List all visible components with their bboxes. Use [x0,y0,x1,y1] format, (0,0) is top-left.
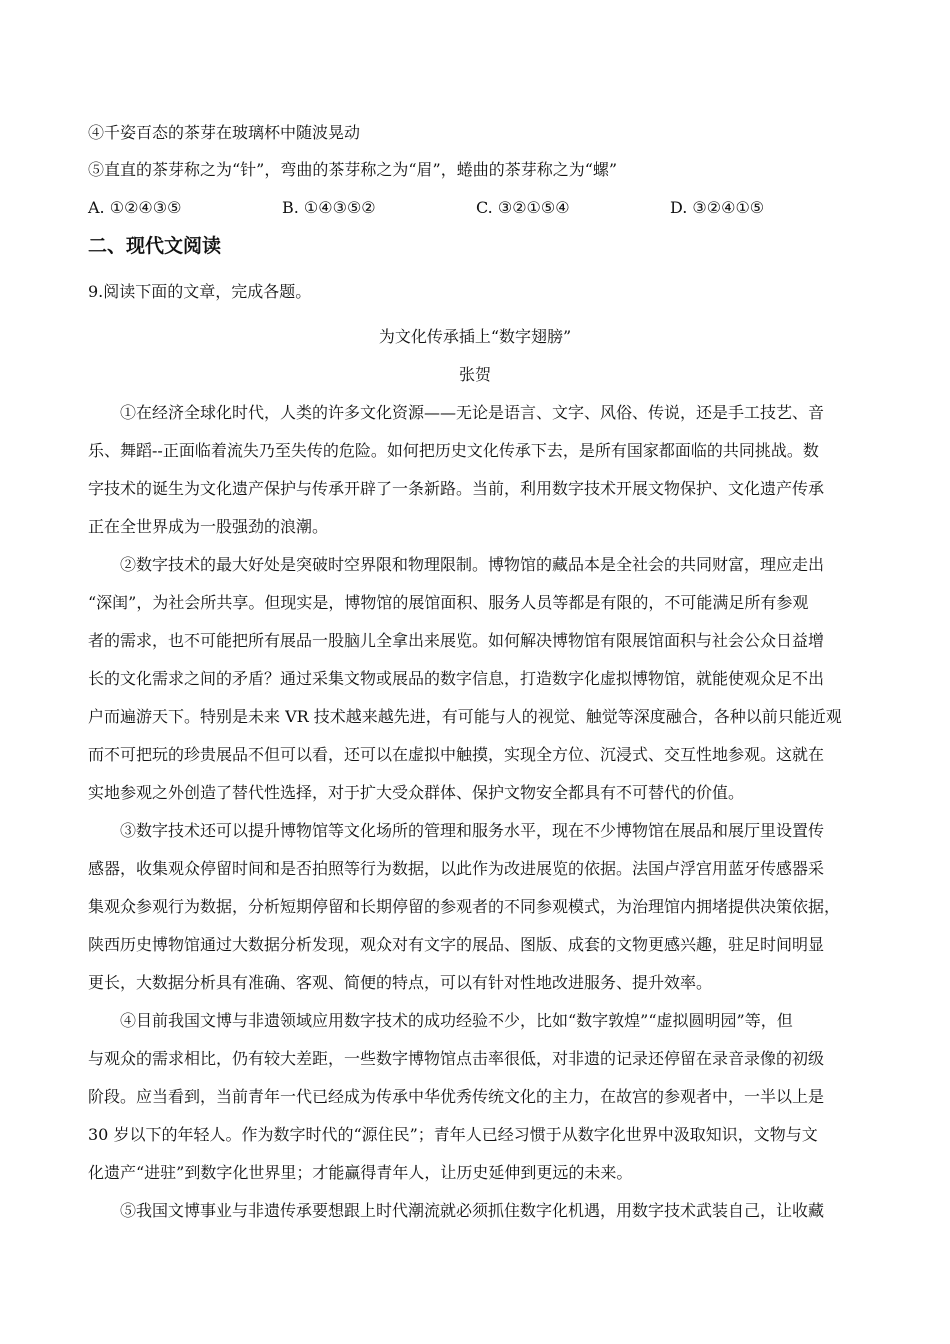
paragraph-line: ⑤我国文博事业与非遗传承要想跟上时代潮流就必须抓住数字化机遇，用数字技术武装自己，让收藏 [120,1201,825,1220]
paragraph-line: 更长，大数据分析具有准确、客观、简便的特点，可以有针对性地改进服务、提升效率。 [88,973,713,992]
paragraph-line: 实地参观之外创造了替代性选择，对于扩大受众群体、保护文物安全都具有不可替代的价值。 [88,783,745,802]
paragraph-line: 感器，收集观众停留时间和是否拍照等行为数据，以此作为改进展览的依据。法国卢浮宫用蓝牙传感器采 [88,859,825,878]
question-9-prompt: 9.阅读下面的文章，完成各题。 [88,282,312,301]
paragraph-line: ④目前我国文博与非遗领域应用数字技术的成功经验不少，比如“数字敦煌”“虚拟圆明园”等，但 [120,1011,793,1030]
paragraph-line: ①在经济全球化时代，人类的许多文化资源——无论是语言、文字、风俗、传说，还是手工技艺、音 [120,403,825,422]
paragraph-line: 30 岁以下的年轻人。作为数字时代的“源住民”；青年人已经习惯于从数字化世界中汲取知识，文物与文 [88,1125,818,1144]
paragraph-line: 户而遍游天下。特别是未来 VR 技术越来越先进，有可能与人的视觉、触觉等深度融合，各种以前只能近观 [88,707,842,726]
paragraph-line: ③数字技术还可以提升博物馆等文化场所的管理和服务水平，现在不少博物馆在展品和展厅里设置传 [120,821,825,840]
question-item-5: ⑤直直的茶芽称之为“针”，弯曲的茶芽称之为“眉”，蜷曲的茶芽称之为“螺” [88,160,618,179]
paragraph-line: 字技术的诞生为文化遗产保护与传承开辟了一条新路。当前，利用数字技术开展文物保护、文化遗产传承 [88,479,825,498]
option-a: A. ①②④③⑤ [88,198,182,217]
paragraph-line: 化遗产“进驻”到数字化世界里；才能赢得青年人，让历史延伸到更远的未来。 [88,1163,633,1182]
paragraph-line: 正在全世界成为一股强劲的浪潮。 [88,517,329,536]
paragraph-line: 乐、舞蹈--正面临着流失乃至失传的危险。如何把历史文化传承下去，是所有国家都面临的共同挑战。数 [88,441,819,460]
option-c: C. ③②①⑤④ [476,198,570,217]
section-title: 二、现代文阅读 [88,235,222,257]
paragraph-line: 长的文化需求之间的矛盾？通过采集文物或展品的数字信息，打造数字化虚拟博物馆，就能使观众足不出 [88,669,825,688]
paragraph-line: 阶段。应当看到，当前青年一代已经成为传承中华优秀传统文化的主力，在故宫的参观者中，一半以上是 [88,1087,825,1106]
paragraph-line: 与观众的需求相比，仍有较大差距，一些数字博物馆点击率很低，对非遗的记录还停留在录音录像的初级 [88,1049,825,1068]
paragraph-line: 而不可把玩的珍贵展品不但可以看，还可以在虚拟中触摸，实现全方位、沉浸式、交互性地参观。这就在 [88,745,825,764]
option-d: D. ③②④①⑤ [670,198,765,217]
article-title: 为文化传承插上“数字翅膀” [378,327,572,346]
option-b: B. ①④③⑤② [282,198,376,217]
paragraph-line: 陕西历史博物馆通过大数据分析发现，观众对有文字的展品、图版、成套的文物更感兴趣，驻足时间明显 [88,935,825,954]
paragraph-line: 者的需求，也不可能把所有展品一股脑儿全拿出来展览。如何解决博物馆有限展馆面积与社会公众日益增 [88,631,825,650]
question-item-4: ④千姿百态的茶芽在玻璃杯中随波晃动 [88,123,361,142]
article-author: 张贺 [458,365,491,384]
paragraph-line: ②数字技术的最大好处是突破时空界限和物理限制。博物馆的藏品本是全社会的共同财富，理应走出 [120,555,825,574]
paragraph-line: 集观众参观行为数据，分析短期停留和长期停留的参观者的不同参观模式，为治理馆内拥堵提供决策依据， [88,897,841,916]
paragraph-line: “深闺”，为社会所共享。但现实是，博物馆的展馆面积、服务人员等都是有限的，不可能满足所有参观 [88,593,809,612]
